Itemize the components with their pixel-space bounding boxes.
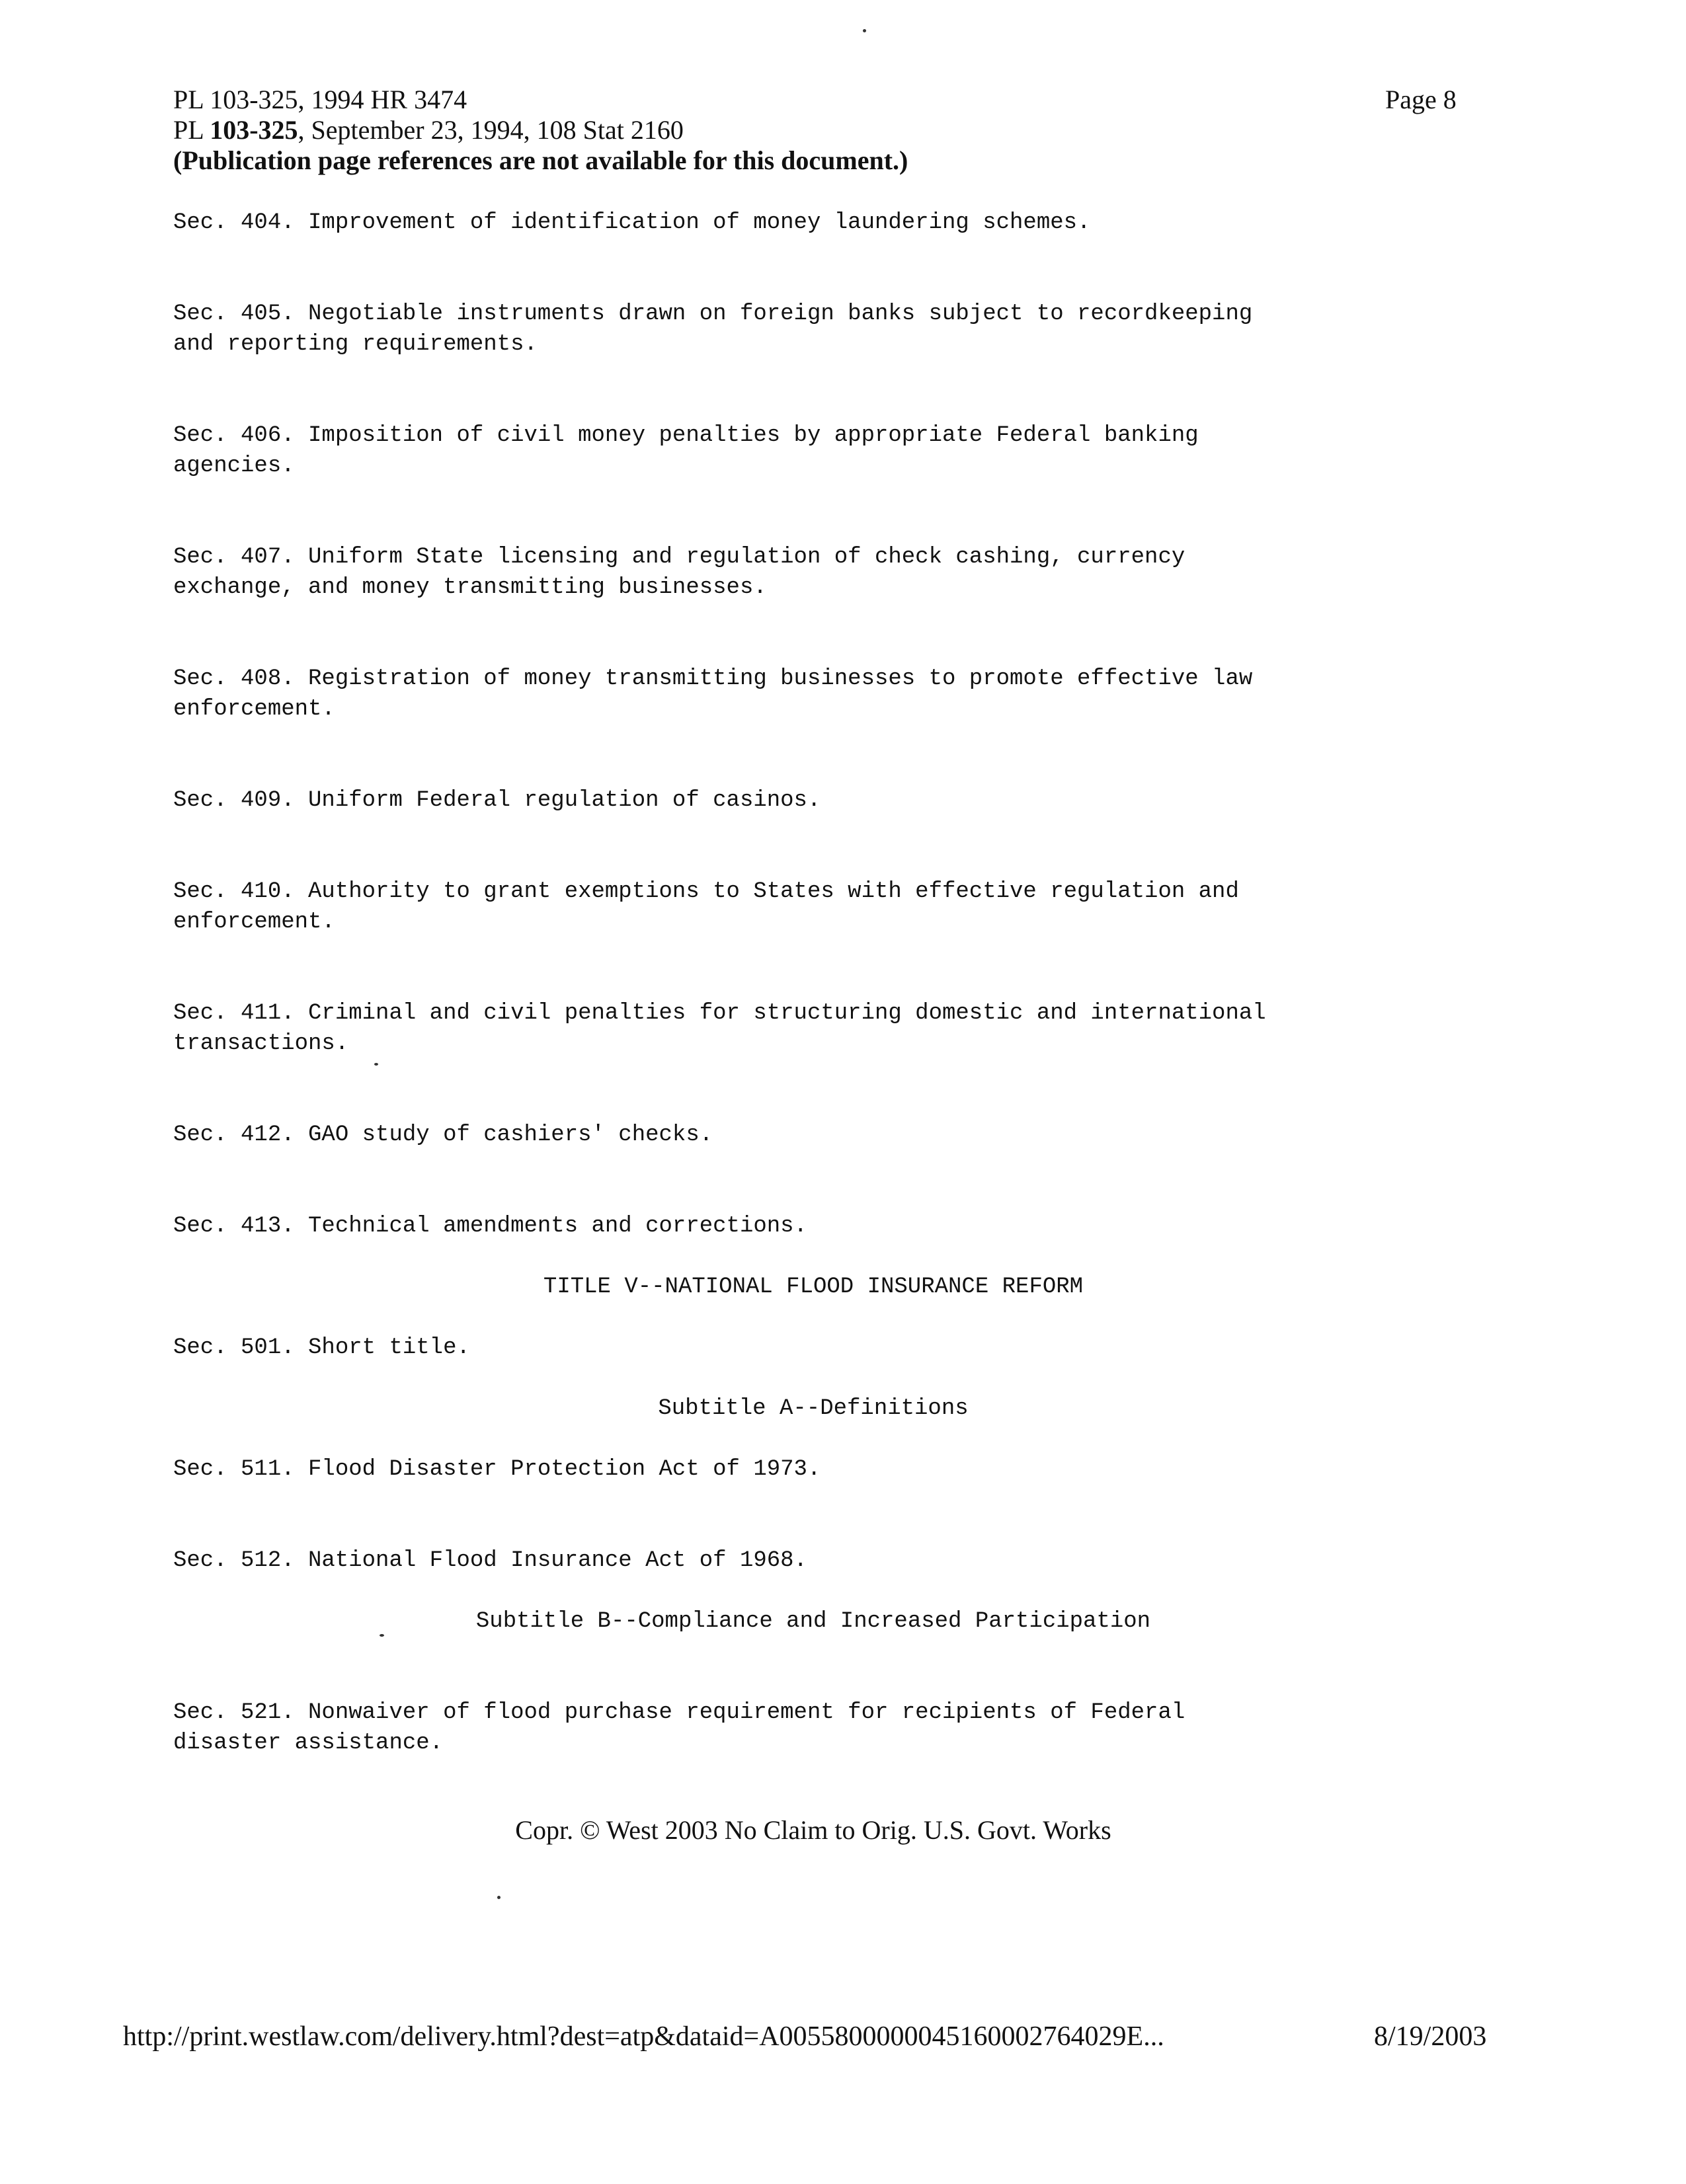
subtitle-b-heading: Subtitle B--Compliance and Increased Participation (475, 1609, 1151, 1634)
section-entry-410: Sec. 410. Authority to grant exemptions to States with effective regulation and (173, 879, 1239, 904)
scan-speck (374, 1063, 378, 1066)
title-v-heading: TITLE V--NATIONAL FLOOD INSURANCE REFORM (543, 1274, 1084, 1300)
section-entry-521-continued: disaster assistance. (173, 1731, 444, 1756)
section-entry-405-continued: and reporting requirements. (173, 332, 538, 357)
section-entry-404: Sec. 404. Improvement of identification of money laundering schemes. (173, 210, 1091, 235)
footer-url: http://print.westlaw.com/delivery.html?dest=atp&dataid=A0055800000045160002764029E... (123, 2021, 1164, 2052)
header-citation-number: 103-325 (210, 115, 298, 145)
footer-date: 8/19/2003 (1374, 2021, 1487, 2052)
header-citation-line-1: PL 103-325, 1994 HR 3474 (173, 85, 467, 114)
section-entry-521: Sec. 521. Nonwaiver of flood purchase requirement for recipients of Federal (173, 1700, 1185, 1725)
section-entry-408: Sec. 408. Registration of money transmitting businesses to promote effective law (173, 666, 1253, 691)
scan-speck (497, 1896, 501, 1899)
section-entry-511: Sec. 511. Flood Disaster Protection Act of 1973. (173, 1457, 821, 1482)
section-entry-409: Sec. 409. Uniform Federal regulation of casinos. (173, 788, 821, 813)
section-entry-413: Sec. 413. Technical amendments and corrections. (173, 1214, 807, 1239)
header-citation-line-2 (173, 115, 684, 145)
section-entry-411-continued: transactions. (173, 1031, 349, 1056)
section-entry-407-continued: exchange, and money transmitting businesses. (173, 575, 767, 600)
section-entry-501: Sec. 501. Short title. (173, 1335, 470, 1360)
section-entry-412: Sec. 412. GAO study of cashiers' checks. (173, 1122, 713, 1148)
subtitle-a-heading: Subtitle A--Definitions (658, 1396, 969, 1421)
header-publication-note: (Publication page references are not available for this document.) (173, 145, 908, 175)
section-entry-411: Sec. 411. Criminal and civil penalties for structuring domestic and international (173, 1001, 1266, 1026)
section-entry-407: Sec. 407. Uniform State licensing and regulation of check cashing, currency (173, 545, 1185, 570)
section-entry-410-continued: enforcement. (173, 910, 335, 935)
page-number: Page 8 (1385, 85, 1457, 114)
section-entry-406-continued: agencies. (173, 453, 295, 479)
header-citation-suffix: , September 23, 1994, 108 Stat 2160 (298, 115, 684, 145)
section-entry-405: Sec. 405. Negotiable instruments drawn on foreign banks subject to recordkeeping (173, 301, 1253, 327)
header-citation-prefix: PL (173, 115, 210, 145)
section-entry-408-continued: enforcement. (173, 697, 335, 722)
scan-speck (863, 29, 866, 32)
section-entry-406: Sec. 406. Imposition of civil money penalties by appropriate Federal banking (173, 423, 1199, 448)
copyright-notice: Copr. © West 2003 No Claim to Orig. U.S. Govt. Works (515, 1815, 1111, 1845)
section-entry-512: Sec. 512. National Flood Insurance Act of 1968. (173, 1548, 807, 1573)
